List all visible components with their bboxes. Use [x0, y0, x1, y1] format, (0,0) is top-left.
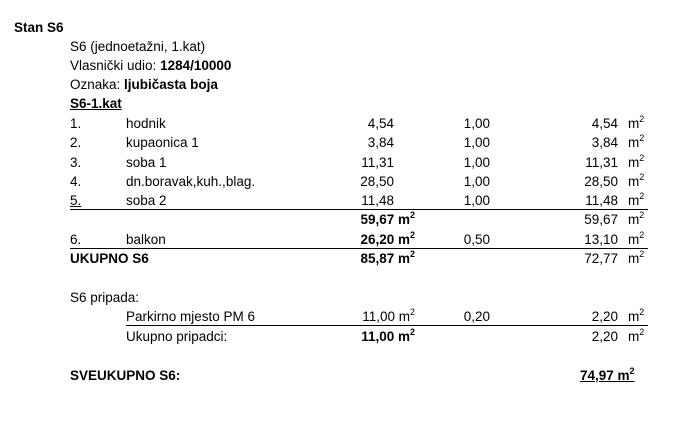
row-number: 4. — [70, 174, 82, 189]
room-name: kupaonica 1 — [126, 135, 199, 150]
unit: $m^2$ — [628, 172, 645, 189]
row-number: 2. — [70, 135, 82, 150]
subtotal-area: 59,67 $m^2$ — [360, 210, 415, 227]
appurtenance-area: 11,00 $m^2$ — [362, 307, 415, 324]
room-total: 11,48 — [585, 193, 618, 208]
unit: $m^2$ — [628, 249, 645, 266]
room-area: 11,48 — [361, 193, 394, 208]
mark-value: ljubičasta boja — [124, 77, 218, 92]
total-area: 85,87 $m^2$ — [360, 249, 415, 266]
mark-label: Oznaka: — [70, 77, 121, 92]
appurtenance-sum-total: 2,20 — [591, 329, 618, 344]
unit: $m^2$ — [628, 191, 645, 208]
unit: $m^2$ — [628, 307, 645, 324]
row-number: 5. — [70, 193, 82, 208]
room-name: balkon — [126, 232, 166, 247]
unit: $m^2$ — [628, 327, 645, 344]
appurtenance-sum-area: 11,00 $m^2$ — [361, 327, 415, 344]
share-value: 1284/10000 — [160, 58, 232, 73]
balcony-total: 13,10 — [584, 232, 618, 247]
grand-total-label: SVEUKUPNO S6: — [70, 368, 181, 383]
balcony-area: 26,20 $m^2$ — [360, 230, 415, 247]
total-total: 72,77 — [584, 251, 618, 266]
unit: $m^2$ — [628, 153, 645, 170]
floor-heading: S6-1.kat — [70, 96, 122, 111]
room-coef: 1,00 — [463, 174, 490, 189]
row-number: 6. — [70, 232, 82, 247]
room-name: hodnik — [126, 116, 166, 131]
appurtenance-coef: 0,20 — [463, 309, 490, 324]
divider-line — [126, 325, 648, 326]
room-name: soba 1 — [126, 155, 167, 170]
appurtenance-name: Parkirno mjesto PM 6 — [126, 309, 256, 324]
share-label: Vlasnički udio: — [70, 58, 157, 73]
room-area: 3,84 — [367, 135, 394, 150]
room-total: 3,84 — [591, 135, 618, 150]
row-number: 3. — [70, 155, 82, 170]
balcony-coef: 0,50 — [463, 232, 490, 247]
room-area: 28,50 — [360, 174, 394, 189]
room-coef: 1,00 — [463, 155, 490, 170]
page-title: Stan S6 — [14, 20, 64, 35]
appurtenance-total: 2,20 — [591, 309, 618, 324]
unit: $m^2$ — [628, 210, 645, 227]
room-area: 11,31 — [361, 155, 394, 170]
room-coef: 1,00 — [463, 116, 490, 131]
room-coef: 1,00 — [463, 193, 490, 208]
grand-total-value: 74,97 $m^2$ — [580, 366, 635, 383]
room-area: 4,54 — [367, 116, 394, 131]
unit: $m^2$ — [628, 230, 645, 247]
unit: $m^2$ — [628, 133, 645, 150]
total-label: UKUPNO S6 — [70, 251, 149, 266]
divider-line — [70, 248, 648, 249]
room-name: dn.boravak,kuh.,blag. — [126, 174, 256, 189]
room-coef: 1,00 — [463, 135, 490, 150]
room-total: 4,54 — [591, 116, 618, 131]
room-total: 28,50 — [584, 174, 618, 189]
belongs-label: S6 pripada: — [70, 290, 140, 305]
room-name: soba 2 — [126, 193, 167, 208]
appurtenance-sum-label: Ukupno pripadci: — [126, 329, 228, 344]
subtotal-total: 59,67 — [584, 212, 618, 227]
row-number: 1. — [70, 116, 82, 131]
unit: $m^2$ — [628, 114, 645, 131]
mark-line — [70, 77, 218, 93]
divider-line — [70, 209, 648, 210]
room-total: 11,31 — [585, 155, 618, 170]
apartment-name: S6 (jednoetažni, 1.kat) — [70, 39, 206, 54]
share-line — [70, 58, 231, 74]
